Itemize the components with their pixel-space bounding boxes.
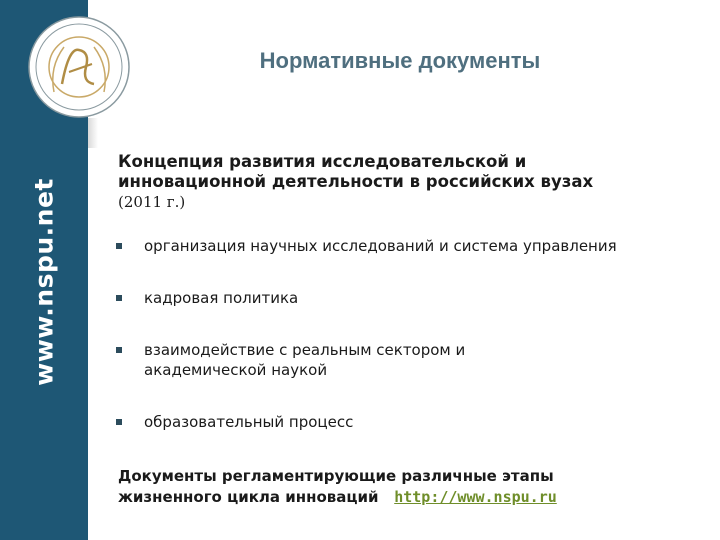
list-item <box>116 288 676 308</box>
list-item-label: взаимодействие с реальным сектором и академической наукой <box>144 341 466 379</box>
university-seal-icon <box>24 12 134 122</box>
concept-heading: Концепция развития исследовательской и инновационной деятельности в российских вузах <box>118 152 594 191</box>
list-item-label: кадровая политика <box>144 289 299 307</box>
footer-text: Документы регламентирующие различные этапы жизненного цикла инноваций <box>118 467 554 506</box>
list-item-label: организация научных исследований и система управления <box>144 237 617 255</box>
site-url-vertical: www.nspu.net <box>29 178 59 386</box>
footer-link[interactable]: http://www.nspu.ru <box>394 488 557 506</box>
square-bullet-icon <box>116 243 122 249</box>
list-item <box>116 236 676 256</box>
year-note: (2011 г.) <box>118 193 186 211</box>
footer-note <box>118 466 618 508</box>
list-item-label: образовательный процесс <box>144 413 354 431</box>
topic-list <box>116 236 676 464</box>
square-bullet-icon <box>116 419 122 425</box>
square-bullet-icon <box>116 295 122 301</box>
list-item <box>116 340 676 380</box>
square-bullet-icon <box>116 347 122 353</box>
sidebar-shadow <box>88 118 98 148</box>
page-title: Нормативные документы <box>259 48 541 73</box>
list-item <box>116 412 676 432</box>
